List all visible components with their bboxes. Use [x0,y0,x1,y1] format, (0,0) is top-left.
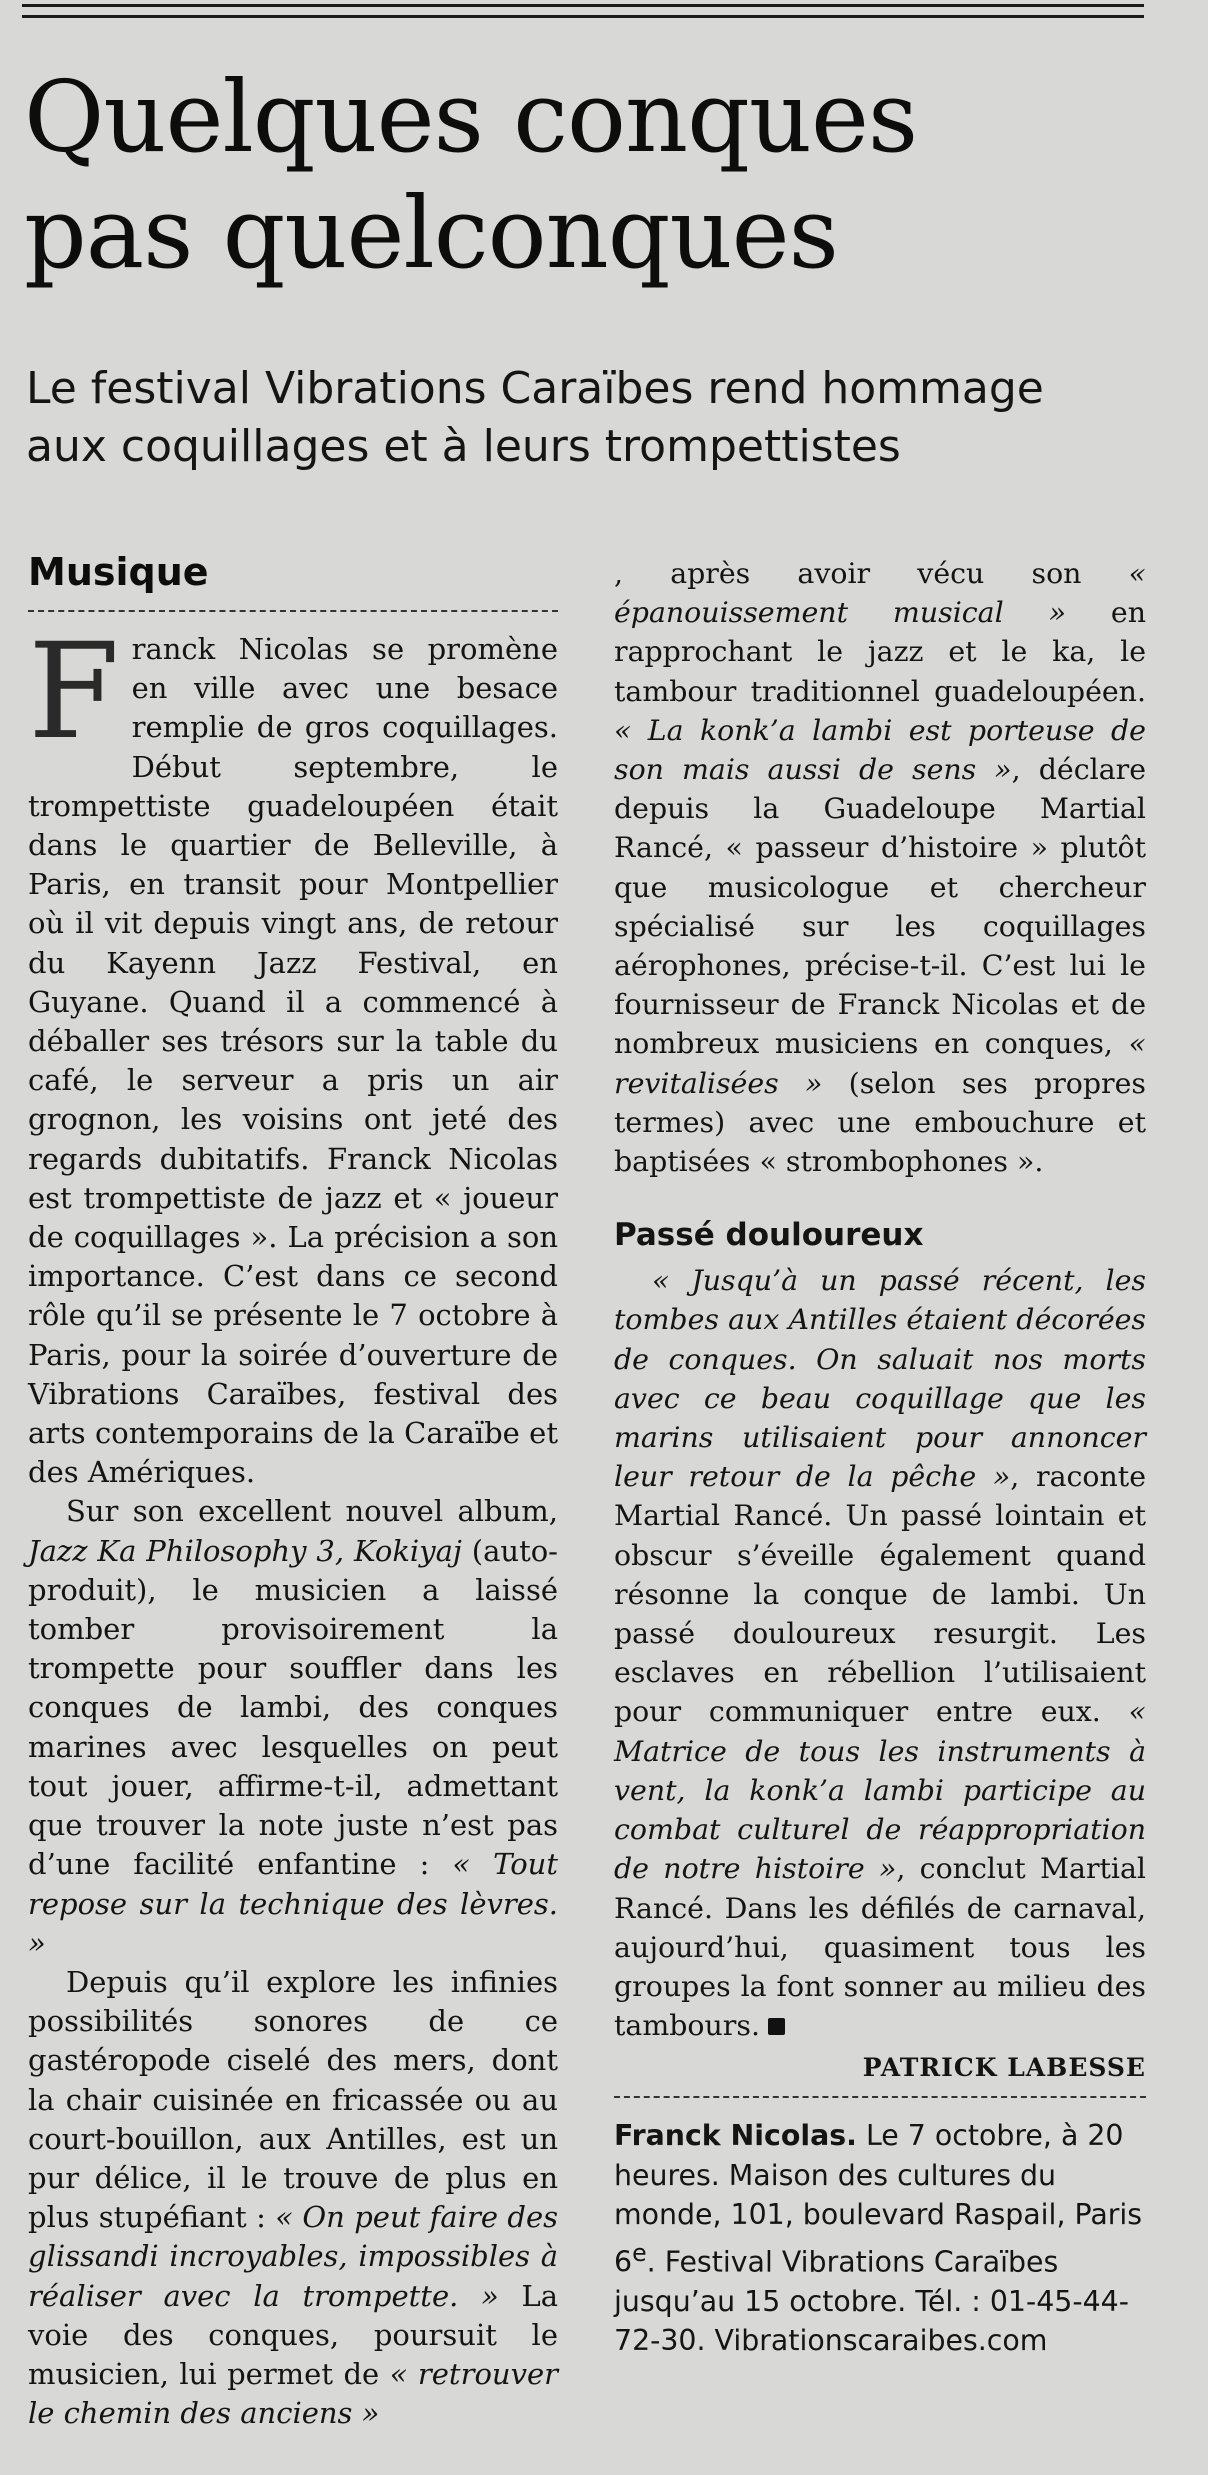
headline-line-2: pas quelconques [24,177,838,291]
paragraph-1 [28,615,558,1492]
p4-quote: « Jusqu’à un passé récent, les tombes aux Antilles étaient décorées de conques. On saluait nos morts avec ce beau coquillage que les marins utilisaient pour annoncer leur retour de la pêche » [614,1264,1146,1494]
subhead-line-2: aux coquillages et à leurs trompettistes [26,421,901,472]
headline-line-1: Quelques conques [24,61,918,175]
p2-text-b: (auto-produit), le musicien a laissé tomber provisoirement la trompette pour souffler dans les conques de lambi, des conques marines avec lesquelles on peut tout jouer, affirme-t-il, admettant que trouver la note juste n’est pas d’une facilité enfantine : [28,1533,558,1882]
p3-text-b: La voie des conques, poursuit le musicien, lui permet de [28,2278,559,2391]
p3-text-f: (selon ses propres termes) avec une embouchure et baptisées « strombophones ». [614,1066,1146,1179]
headline [24,60,1184,292]
p3-quote-4: « La konk’a lambi est porteuse de son mais aussi de sens » [614,713,1146,787]
p3-quote-2: « retrouver le chemin des anciens » [28,2356,558,2431]
p2-quote: « Tout repose sur la technique des lèvres. » [28,1847,559,1960]
p3-text-a: Depuis qu’il explore les infinies possibilités sonores de ce gastéropode ciselé des mers, dont la chair cuisinée en fricassée ou au court-bouillon, aux Antilles, est un pur délice, il le trouve de plus en plus stupéfiant : [28,1964,558,2235]
info-divider [614,2096,1146,2098]
p3-quote-3: « épanouissement musical » [614,557,1146,630]
intertitle: Passé douloureux [614,1217,924,1254]
p3-text-d: en rapprochant le jazz et le ka, le tambour traditionnel guadeloupéen. [614,596,1146,708]
paragraph-3 [28,1963,558,2433]
event-details-a: Le 7 octobre, à 20 heures. Maison des cultures du monde, 101, boulevard Raspail, Paris 6 [614,2119,1143,2279]
p2-text-a: Sur son excellent nouvel album, [66,1494,558,1529]
p3-text-e: , déclare depuis la Guadeloupe Martial Rancé, « passeur d’histoire » plutôt que musicologue et chercheur spécialisé sur les coquillages aérophones, précise-t-il. C’est lui le fournisseur de Franck Nicolas et de nombreux musiciens en conques, [614,753,1146,1061]
top-rule [22,4,1144,18]
right-column [614,554,1146,2360]
p4-text-a: , raconte Martial Rancé. Un passé lointain et obscur s’éveille également quand résonne la conque de lambi. Un passé douloureux resurgit. Les esclaves en rébellion l’utilisaient pour communiquer entre eux. [614,1460,1146,1729]
p4-text-b: , conclut Martial Rancé. Dans les défilés de carnaval, aujourd’hui, quasiment tous les groupes la font sonner au milieu des tambours. [614,1852,1147,2043]
event-artist: Franck Nicolas. [614,2119,857,2153]
p3-text-c: , après avoir vécu son [614,557,1129,590]
p4-quote-2: « Matrice de tous les instruments à vent, la konk’a lambi participe au combat culturel de réappropriation de notre histoire » [614,1695,1146,1886]
arrondissement-sup: e [632,2238,647,2267]
left-column [28,548,558,2433]
section-label: Musique [28,550,209,594]
subhead-line-1: Le festival Vibrations Caraïbes rend hommage [26,363,1044,414]
subheadline [26,360,1186,476]
paragraph-3-continued [614,554,1146,1181]
drop-cap: F [28,615,120,769]
p3-quote-5: « revitalisées » [614,1027,1146,1100]
paragraph-2 [28,1492,558,1962]
author-signature: PATRICK LABESSE [862,2053,1146,2083]
album-title: Jazz Ka Philosophy 3, Kokiyaj [28,1533,462,1568]
event-info [614,2116,1146,2360]
section-divider [28,610,558,612]
paragraph-1-text: ranck Nicolas se promène en ville avec une besace remplie de gros coquillages. Début septembre, le trompettiste guadeloupéen était dans le quartier de Belleville, à Paris, en transit pour Montpellier où il vit depuis vingt ans, de retour du Kayenn Jazz Festival, en Guyane. Quand il a commencé à déballer ses trésors sur la table du café, le serveur a pris un air grognon, les voisins ont jeté des regards dubitatifs. Franck Nicolas est trompettiste de jazz et « joueur de coquillages ». La précision a son importance. C’est dans ce second rôle qu’il se présente le 7 octobre à Paris, pour la soirée d’ouverture de Vibrations Caraïbes, festival des arts contemporains de la Caraïbe et des Amériques. [28,632,558,1490]
paragraph-4 [614,1261,1146,2045]
p3-quote: « On peut faire des glissandi incroyables, impossibles à réaliser avec la trompette. » [28,2200,558,2313]
event-details-b: . Festival Vibrations Caraïbes jusqu’au 15 octobre. Tél. : 01-45-44-72-30. Vibrationscaraibes.com [614,2245,1129,2357]
end-mark-icon [768,2018,785,2035]
